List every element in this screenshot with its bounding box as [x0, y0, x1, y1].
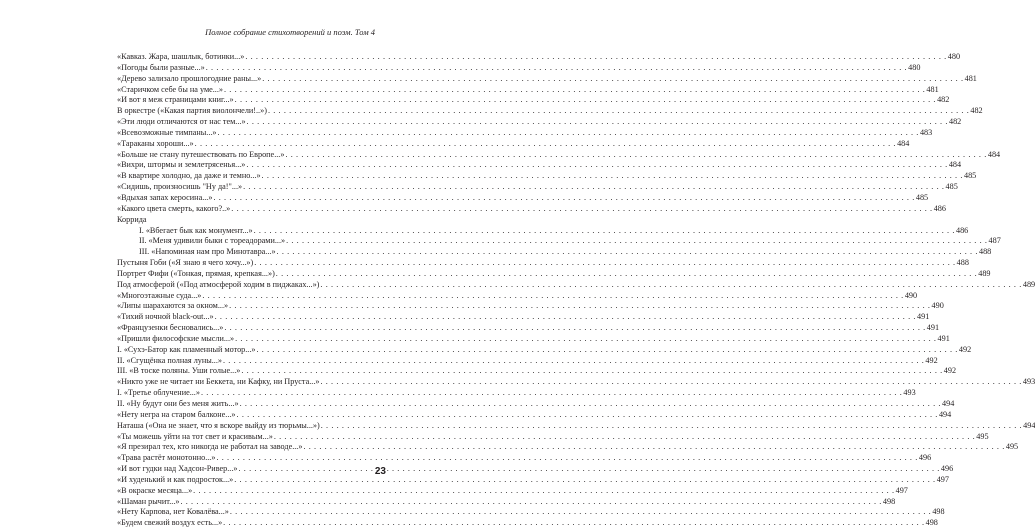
toc-entry-title: «Будем свежий воздух есть...» [117, 518, 223, 528]
toc-entry-page: 491 [937, 333, 950, 343]
toc-entry-title: «Кавказ. Жара, шашлык, ботинки...» [117, 52, 245, 61]
toc-entry-page: 480 [947, 52, 961, 61]
toc-entry [117, 518, 938, 529]
dot-leader [321, 421, 1022, 432]
toc-entry [117, 366, 957, 377]
toc-entry [117, 225, 969, 237]
toc-entry-page: 491 [917, 312, 930, 322]
toc-entry-title: Под атмосферой («Под атмосферой ходим в пиджаках...») [117, 279, 320, 289]
toc-entry-title: «И вот я меж страницами книг...» [117, 95, 234, 105]
dot-leader [303, 442, 1004, 453]
toc-entry-title: «В окраске месяца...» [117, 485, 193, 495]
toc-entry [117, 182, 958, 193]
toc-entry [117, 442, 1019, 453]
dot-leader [285, 150, 986, 161]
toc-entry-title: «Всевозможные тимпаны...» [117, 127, 217, 137]
toc-entry-page: 490 [931, 301, 944, 311]
dot-leader [247, 117, 948, 128]
toc-section-heading [117, 215, 387, 226]
toc-entry-title: «Липы шарахаются за окном...» [117, 301, 229, 311]
toc-entry [117, 138, 910, 150]
toc-entry [117, 323, 940, 334]
toc-entry [117, 247, 992, 258]
dot-leader [235, 334, 936, 345]
toc-entry-title: «Многоэтажные суда...» [117, 290, 202, 300]
toc-entry-page: 491 [926, 323, 940, 333]
dot-leader [268, 106, 969, 117]
dot-leader [201, 388, 902, 399]
toc-entry-page: 481 [926, 84, 939, 94]
toc-entry-page: 498 [882, 496, 896, 506]
toc-entry [117, 258, 969, 269]
dot-leader [320, 377, 1021, 388]
toc-entry-page: 497 [895, 485, 908, 495]
toc-entry [117, 474, 949, 486]
toc-entry-title: III. «В тоске поляны. Уши голые...» [117, 366, 241, 376]
toc-entry-title: «Тихий ночной black-out...» [117, 312, 214, 322]
toc-entry [117, 192, 929, 204]
toc-entry-title: Пустыня Гоби («Я знаю я чего хочу...») [117, 258, 254, 268]
dot-leader [215, 312, 916, 323]
toc-entry-page: 492 [943, 366, 957, 376]
toc-entry-title: «Какого цвета смерть, какого?..» [117, 203, 231, 213]
dot-leader [229, 301, 930, 312]
toc-entry-page: 497 [936, 474, 949, 484]
toc-entry-page: 494 [938, 409, 952, 419]
toc-entry-title: «Старичком себе бы на уме...» [117, 84, 223, 94]
dot-leader [254, 226, 955, 237]
dot-leader [277, 247, 978, 258]
toc-entry-title: В оркестре («Какая партия виолончели!..») [117, 106, 267, 116]
dot-leader [230, 507, 931, 518]
toc-entry [117, 73, 977, 85]
table-of-contents [117, 52, 1035, 529]
toc-entry [117, 52, 961, 63]
toc-entry-page: 489 [978, 268, 991, 278]
toc-entry [117, 279, 1035, 291]
toc-entry-page: 498 [932, 507, 945, 517]
toc-entry-title: «В квартире холодно, да даже и темно...» [117, 171, 261, 181]
dot-leader [193, 486, 894, 497]
running-header: Полное собрание стихотворений и поэм. Том 4 [205, 27, 375, 37]
toc-entry-title: I. «Третье облучение...» [117, 388, 200, 398]
toc-entry [117, 431, 989, 443]
toc-entry [117, 453, 932, 464]
toc-entry-title: «Ты можешь уйти на тот свет и красивым...» [117, 431, 273, 441]
toc-entry-title: «Дерево зализало прошлогодние раны...» [117, 73, 262, 83]
toc-entry-page: 496 [940, 464, 954, 474]
toc-entry-page: 484 [948, 160, 962, 170]
dot-leader [254, 258, 955, 269]
toc-entry [117, 127, 933, 139]
toc-entry-title: «Никто уже не читает ни Беккета, ни Кафку, ни Пруста...» [117, 377, 320, 387]
toc-entry-page: 485 [915, 192, 929, 202]
dot-leader [223, 518, 924, 529]
toc-entry-title: II. «Сгущёнка полная луны...» [117, 355, 222, 365]
toc-entry-page: 492 [925, 355, 938, 365]
toc-entry [117, 464, 954, 475]
toc-entry-title: «Нету Карпова, нет Ковалёва...» [117, 507, 229, 517]
toc-entry [117, 344, 972, 356]
toc-entry [117, 333, 950, 345]
toc-entry-title: «Вдыхая запах керосина...» [117, 192, 213, 202]
dot-leader [243, 182, 944, 193]
dot-leader [235, 95, 936, 106]
toc-entry-title: Коррида [117, 214, 147, 224]
toc-entry-title: «Погоды были разные...» [117, 62, 205, 72]
dot-leader [224, 85, 925, 96]
toc-entry [117, 507, 945, 518]
dot-leader [286, 236, 987, 247]
toc-entry [117, 171, 977, 182]
toc-entry-title: I. «Вбегает бык как монумент...» [139, 225, 253, 235]
toc-entry-page: 485 [945, 182, 958, 192]
toc-entry-page: 480 [908, 62, 921, 72]
toc-entry [117, 355, 938, 367]
toc-entry-page: 494 [1023, 420, 1035, 430]
toc-entry-page: 493 [903, 388, 916, 398]
toc-entry [117, 399, 955, 410]
toc-entry-page: 484 [897, 138, 910, 148]
dot-leader [241, 366, 942, 377]
toc-entry-page: 489 [1022, 279, 1035, 289]
dot-leader [240, 399, 941, 410]
toc-entry-page: 498 [925, 518, 938, 528]
toc-entry-page: 495 [1005, 442, 1019, 452]
toc-entry-title: I. «Сухэ-Батор как пламенный мотор...» [117, 344, 256, 354]
toc-entry-title: Портрет Фифи («Тонкая, прямая, крепкая...») [117, 268, 275, 278]
toc-entry-page: 487 [988, 236, 1001, 246]
toc-entry [117, 485, 908, 497]
page-number: 23 [374, 466, 386, 477]
toc-entry-title: II. «Меня удивили быки с тореадорами...» [139, 236, 286, 246]
toc-entry-page: 488 [978, 247, 992, 257]
toc-entry [117, 268, 991, 280]
toc-entry-title: «Эти люди отличаются от нас тем...» [117, 117, 246, 127]
toc-entry-page: 482 [970, 106, 983, 116]
dot-leader [234, 475, 935, 486]
toc-entry-title: «Пришли философские мысли...» [117, 333, 235, 343]
toc-entry-title: Наташа («Она не знает, что я вскоре выйду из тюрьмы...») [117, 420, 320, 430]
toc-entry-title: «Я презирал тех, кто никогда не работал на заводе...» [117, 442, 303, 452]
toc-entry [117, 84, 939, 96]
toc-entry [117, 388, 916, 399]
dot-leader [245, 52, 946, 63]
dot-leader [257, 345, 958, 356]
toc-entry [117, 377, 1035, 388]
toc-entry-page: 496 [918, 453, 932, 463]
toc-entry-title: «Нету негра на старом балконе...» [117, 409, 236, 419]
toc-entry [117, 301, 944, 312]
toc-entry-page: 495 [976, 431, 989, 441]
dot-leader [231, 204, 932, 215]
toc-entry-title: II. «Ну будут они без меня жить...» [117, 399, 239, 408]
toc-entry-title: «Трава растёт монотонно...» [117, 453, 216, 463]
dot-leader [202, 291, 903, 302]
toc-entry [117, 160, 962, 171]
toc-entry-title: «Шаман рычит...» [117, 496, 180, 506]
dot-leader [262, 74, 963, 85]
dot-leader [195, 139, 896, 150]
dot-leader [238, 464, 939, 475]
toc-entry-page: 484 [987, 149, 1001, 159]
dot-leader [276, 269, 977, 280]
toc-entry-title: «Французенки бесновались...» [117, 323, 224, 333]
toc-entry-page: 490 [904, 290, 918, 300]
dot-leader [213, 193, 914, 204]
toc-entry [117, 496, 896, 508]
toc-entry [117, 203, 946, 215]
toc-entry-title: «Сидишь, произносишь "Ну да!"...» [117, 182, 243, 192]
toc-entry-page: 493 [1022, 377, 1035, 387]
toc-entry-title: III. «Напоминая нам про Минотавра...» [139, 247, 276, 257]
toc-entry-page: 485 [963, 171, 977, 181]
toc-entry [117, 106, 983, 117]
dot-leader [237, 410, 938, 421]
toc-entry-page: 488 [956, 258, 969, 268]
toc-entry-title: «И худенький и как подросток...» [117, 474, 234, 484]
toc-entry-title: «Вихри, штормы и землетрясенья...» [117, 160, 246, 170]
toc-entry [117, 117, 962, 128]
toc-entry [117, 149, 1001, 161]
dot-leader [180, 497, 881, 508]
toc-entry [117, 312, 930, 323]
dot-leader [262, 171, 963, 182]
dot-leader [320, 280, 1021, 291]
dot-leader [224, 323, 925, 334]
toc-entry-page: 486 [933, 203, 946, 213]
dot-leader [274, 432, 975, 443]
toc-entry [117, 236, 1001, 247]
toc-entry-page: 486 [955, 225, 969, 235]
toc-entry-page: 494 [942, 399, 955, 408]
toc-entry [117, 290, 918, 302]
toc-entry [117, 62, 921, 74]
toc-entry-page: 483 [919, 127, 933, 137]
dot-leader [218, 128, 919, 139]
toc-entry-title: «Тараканы хороши...» [117, 138, 194, 148]
toc-entry-page: 481 [964, 73, 977, 83]
dot-leader [216, 453, 917, 464]
toc-entry-page: 492 [958, 344, 972, 354]
toc-entry [117, 409, 952, 421]
dot-leader [246, 160, 947, 171]
toc-entry-page: 482 [937, 95, 950, 105]
toc-entry [117, 420, 1035, 432]
toc-entry-page: 482 [948, 117, 962, 127]
dot-leader [223, 356, 924, 367]
toc-entry-title: «Больше не стану путешествовать по Европе...» [117, 149, 285, 159]
toc-entry [117, 95, 950, 106]
dot-leader [206, 63, 907, 74]
toc-entry-title: «И вот гудки над Хадсон-Ривер...» [117, 464, 238, 474]
